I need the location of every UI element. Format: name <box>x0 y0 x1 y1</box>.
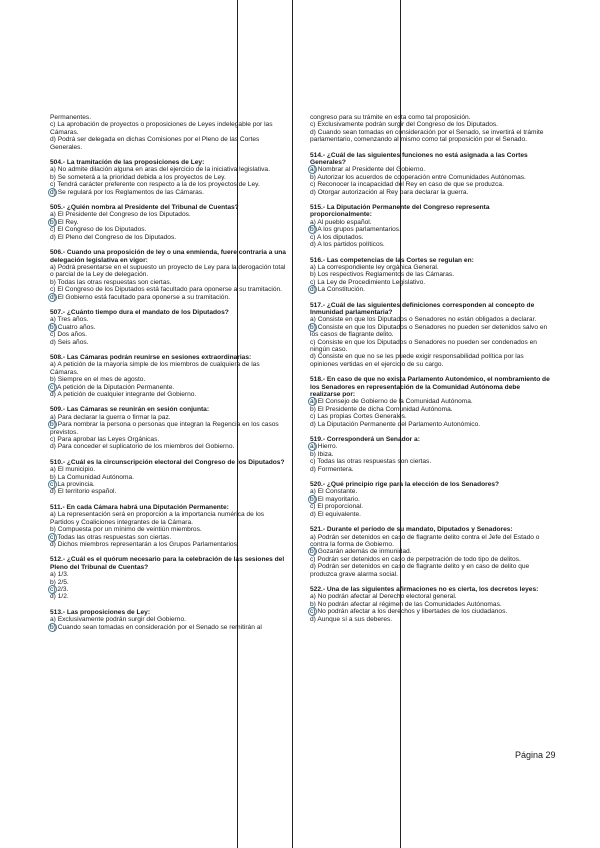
answer-option <box>310 219 552 226</box>
answer-text: a) No admite dilación alguna en aras del ejercicio de la iniciativa legislativa. <box>50 166 270 174</box>
answer-text: d) El Pleno del Congreso de los Diputados. <box>50 233 177 241</box>
question-block <box>50 114 290 151</box>
answer-option <box>310 189 552 196</box>
answer-text: b) Consiste en que los Diputados o Senadores no pueden ser detenidos salvo en los casos de flagrante delito. <box>310 323 548 339</box>
answer-text: b) Gozarán además de inmunidad. <box>310 548 412 556</box>
answer-text: d) Seis años. <box>50 338 89 346</box>
answer-option <box>50 414 290 421</box>
answer-option <box>310 593 552 600</box>
answer-option <box>310 316 552 323</box>
question-title: 522.- Una de las siguientes afirmaciones no es cierta, los decretos leyes: <box>310 585 539 593</box>
answer-option <box>310 271 552 278</box>
question-block <box>50 504 290 548</box>
answer-option <box>310 511 552 518</box>
answer-option <box>50 624 290 631</box>
answer-option <box>50 226 290 233</box>
answer-option <box>50 384 290 391</box>
answer-text: c) Dos años. <box>50 331 88 339</box>
answer-text: a) El Presidente del Congreso de los Diputados. <box>50 211 191 219</box>
question-title: 511.- En cada Cámara habrá una Diputación Permanente: <box>50 503 229 511</box>
answer-option <box>50 324 290 331</box>
answer-option <box>50 136 290 151</box>
question-block <box>310 152 552 196</box>
answer-option <box>50 421 290 436</box>
answer-option <box>50 579 290 586</box>
answer-text: d) Formentera. <box>310 465 354 473</box>
answer-option <box>310 451 552 458</box>
answer-option <box>310 556 552 563</box>
question-title: 517.- ¿Cuál de las siguientes definiciones corresponden al concepto de Inmunidad parlamentaria? <box>310 301 535 316</box>
answer-option <box>50 211 290 218</box>
answer-text: a) El Constante. <box>310 488 358 496</box>
answer-option <box>50 114 290 121</box>
answer-option <box>310 181 552 188</box>
left-column <box>50 114 290 639</box>
question-title: 509.- Las Cámaras se reunirán en sesión conjunta: <box>50 406 210 414</box>
answer-text: c) La provincia. <box>50 481 95 489</box>
answer-option <box>310 466 552 473</box>
question-title: 514.- ¿Cuál de las siguientes funciones no está asignada a las Cortes Generales? <box>310 151 528 167</box>
answer-text: congreso para su trámite en esta como tal proposición. <box>310 114 471 121</box>
answer-text: b) Autorizar los acuerdos de cooperación entre Comunidades Autónomas. <box>310 173 526 181</box>
answer-text: c) Podrán ser detenidos en caso de perpetración de todo tipo de delitos. <box>310 555 521 563</box>
answer-option <box>50 586 290 593</box>
answer-option <box>50 443 290 450</box>
answer-text: c) El Congreso de los Diputados está facultado para oponerse a su tramitación. <box>50 286 283 294</box>
answer-text: b) No podrán afectar al régimen de las Comunidades Autónomas. <box>310 600 502 608</box>
answer-option <box>50 376 290 383</box>
question-block <box>50 309 290 346</box>
question-block <box>50 204 290 241</box>
answer-text: d) El equivalente. <box>310 510 361 518</box>
answer-text: a) Consiste en que los Diputados o Senadores no están obligados a declarar. <box>310 316 537 324</box>
answer-text: c) Reconocer la incapacidad del Rey en caso de que se produzca. <box>310 181 504 189</box>
question-block <box>310 114 552 144</box>
answer-option <box>310 496 552 503</box>
answer-option <box>310 601 552 608</box>
question-block <box>310 481 552 518</box>
question-title: 504.- La tramitación de las proposiciones de Ley: <box>50 159 205 167</box>
answer-circle-icon <box>308 323 317 332</box>
answer-text: d) Aunque sí a sus deberes. <box>310 615 393 623</box>
answer-text: b) A los grupos parlamentarios. <box>310 226 401 234</box>
question-title: 505.- ¿Quién nombra al Presidente del Tribunal de Cuentas? <box>50 204 239 212</box>
answer-option <box>50 189 290 196</box>
answer-option <box>310 339 552 354</box>
question-title: 521.- Durante el período de su mandato, Diputados y Senadores: <box>310 526 513 534</box>
answer-text: c) El proporcional. <box>310 503 364 511</box>
question-title: 510.- ¿Cuál es la circunscripción electoral del Congreso de los Diputados? <box>50 458 285 466</box>
answer-option <box>50 361 290 376</box>
answer-option <box>50 339 290 346</box>
answer-text: b) 2/5. <box>50 578 69 586</box>
answer-text: d) El territorio español. <box>50 488 117 496</box>
answer-option <box>310 534 552 549</box>
answer-text: a) No podrán afectar al Derecho electoral general. <box>310 593 457 601</box>
question-block <box>50 159 290 196</box>
answer-text: d) Se regulará por los Reglamentos de las Cámaras. <box>50 188 204 196</box>
answer-text: d) Cuando sean tomadas en consideración por el Senado, se invertirá el trámite parlamentario, comenzando al mismo como tal proposición por el Senado. <box>310 128 544 144</box>
answer-text: b) El Rey. <box>50 218 79 226</box>
answer-text: c) Consiste en que los Diputados o Senadores no pueden ser condenados en ningún caso. <box>310 338 537 353</box>
answer-option <box>310 264 552 271</box>
question-block <box>310 204 552 248</box>
answer-text: a) Nombrar al Presidente del Gobierno. <box>310 166 426 174</box>
answer-text: d) Podrán ser detenidos en caso de flagrante delito y en caso de delito que produzca grave alarma social. <box>310 563 530 578</box>
answer-text: b) Se someterá a la prioridad debida a los proyectos de Ley. <box>50 173 226 181</box>
answer-text: d) A petición de cualquier integrante del Gobierno. <box>50 391 197 398</box>
question-block <box>310 586 552 623</box>
question-title: 507.- ¿Cuánto tiempo dura el mandato de los Diputados? <box>50 308 229 316</box>
answer-option <box>310 121 552 128</box>
question-block <box>310 526 552 578</box>
answer-option <box>50 481 290 488</box>
answer-option <box>310 488 552 495</box>
answer-option <box>50 181 290 188</box>
question-block <box>50 354 290 398</box>
answer-text: a) Hierro. <box>310 443 338 451</box>
answer-option <box>50 534 290 541</box>
answer-text: c) No podrán afectar a los derechos y libertades de los ciudadanos. <box>310 608 508 616</box>
answer-text: c) Tendrá carácter preferente con respecto a la de los proyectos de Ley. <box>50 181 260 189</box>
question-title: 512.- ¿Cuál es el quórum necesario para la celebración de las sesiones del Pleno del Tribunal de Cuentas? <box>50 556 285 571</box>
answer-text: a) El Consejo de Gobierno de la Comunidad Autónoma. <box>310 398 473 406</box>
answer-text: c) A petición de la Diputación Permanente. <box>50 383 175 391</box>
answer-option <box>50 279 290 286</box>
question-title: 520.- ¿Qué principio rige para la elección de los Senadores? <box>310 481 500 489</box>
answer-option <box>310 114 552 121</box>
answer-option <box>310 413 552 420</box>
answer-option <box>310 563 552 578</box>
question-title: 518.- En caso de que no exista Parlamento Autonómico, el nombramiento de los Senadores en representación de la Comunidad Autónoma debe realizarse por: <box>310 376 550 398</box>
answer-option <box>50 286 290 293</box>
answer-option <box>310 279 552 286</box>
answer-text: c) Las propias Cortes Generales. <box>310 413 407 421</box>
answer-text: c) A los diputados. <box>310 233 364 241</box>
question-block <box>310 436 552 473</box>
answer-option <box>50 294 290 301</box>
answer-text: a) Podrán ser detenidos en caso de flagrante delito contra el Jefe del Estado o contra la forma de Gobierno. <box>310 533 540 548</box>
answer-option <box>50 174 290 181</box>
answer-option <box>310 503 552 510</box>
answer-option <box>50 526 290 533</box>
answer-option <box>310 616 552 623</box>
answer-text: c) 2/3. <box>50 585 69 593</box>
answer-text: a) La representación será en proporción a la importancia numérica de los Partidos y Coaliciones integrantes de la Cámara. <box>50 511 265 526</box>
question-block <box>50 609 290 631</box>
answer-text: c) El Congreso de los Diputados. <box>50 226 147 234</box>
question-block <box>50 249 290 301</box>
answer-text: d) 1/2. <box>50 593 69 601</box>
answer-text: d) La Constitución. <box>310 286 365 294</box>
answer-option <box>310 166 552 173</box>
answer-text: b) Ibiza. <box>310 450 334 458</box>
answer-text: d) El Gobierno está facultado para oponerse a su tramitación. <box>50 293 230 301</box>
answer-option <box>310 286 552 293</box>
answer-option <box>50 264 290 279</box>
answer-text: a) La correspondiente ley orgánica General. <box>310 263 439 271</box>
answer-option <box>310 443 552 450</box>
answer-option <box>50 474 290 481</box>
answer-circle-icon <box>48 293 57 302</box>
question-block <box>310 376 552 428</box>
answer-option <box>310 234 552 241</box>
question-title: 513.- Las proposiciones de Ley: <box>50 608 151 616</box>
answer-text: b) Para nombrar la persona o personas que integran la Regencia en los casos previstos. <box>50 421 279 436</box>
answer-option <box>50 391 290 398</box>
answer-text: a) A petición de la mayoría simple de los miembros de cualquiera de las Cámaras. <box>50 361 260 376</box>
answer-text: d) A los partidos políticos. <box>310 241 385 249</box>
answer-text: a) 1/3. <box>50 571 69 579</box>
answer-text: d) La Diputación Permanente del Parlamento Autonómico. <box>310 420 481 428</box>
answer-text: b) El Presidente de dicha Comunidad Autónoma. <box>310 405 453 413</box>
answer-option <box>50 436 290 443</box>
answer-option <box>50 219 290 226</box>
answer-option <box>310 226 552 233</box>
answer-text: c) Exclusivamente podrán surgir del Congreso de los Diputados. <box>310 121 499 129</box>
answer-text: a) Para declarar la guerra o firmar la paz. <box>50 413 171 421</box>
answer-option <box>310 241 552 248</box>
answer-option <box>310 548 552 555</box>
answer-text: c) La aprobación de proyectos o proposiciones de Leyes indelegable por las Cámaras. <box>50 121 273 136</box>
answer-text: a) El municipio. <box>50 466 96 474</box>
answer-option <box>310 608 552 615</box>
answer-text: b) Cuando sean tomadas en consideración por el Senado se remitirán al <box>50 623 262 631</box>
answer-option <box>50 593 290 600</box>
question-title: 506.- Cuando una proposición de ley o una enmienda, fuere contraria a una delegación legislativa en vigor: <box>50 249 286 264</box>
answer-option <box>50 488 290 495</box>
answer-text: Permanentes. <box>50 114 92 121</box>
answer-text: b) Cuatro años. <box>50 323 96 331</box>
question-block <box>50 406 290 450</box>
answer-text: c) Todas las otras respuestas son ciertas. <box>50 533 172 541</box>
right-column <box>310 114 552 631</box>
answer-option <box>50 316 290 323</box>
question-block <box>50 459 290 496</box>
question-block <box>310 257 552 294</box>
answer-text: c) Para aprobar las Leyes Orgánicas. <box>50 436 160 444</box>
question-title: 508.- Las Cámaras podrán reunirse en sesiones extraordinarias: <box>50 353 252 361</box>
answer-text: b) Los respectivos Reglamentos de las Cámaras. <box>310 271 455 279</box>
answer-option <box>50 616 290 623</box>
answer-option <box>50 121 290 136</box>
answer-text: a) Al pueblo español. <box>310 218 372 226</box>
answer-text: b) Todas las otras respuestas son ciertas. <box>50 278 172 286</box>
answer-text: a) Podrá presentarse en el supuesto un proyecto de Ley para la derogación total o parcial de la Ley de delegación. <box>50 263 286 279</box>
answer-option <box>310 174 552 181</box>
answer-text: d) Dichos miembros representarán a los Grupos Parlamentarios. <box>50 540 239 548</box>
answer-text: b) Compuesta por un mínimo de veintiún miembros. <box>50 526 202 534</box>
answer-option <box>310 421 552 428</box>
question-title: 519.- Corresponderá un Senador a: <box>310 436 420 444</box>
answer-text: b) Siempre en el mes de agosto. <box>50 376 146 384</box>
answer-circle-icon <box>48 188 57 197</box>
answer-text: a) Exclusivamente podrán surgir del Gobierno. <box>50 616 186 624</box>
answer-text: c) La Ley de Procedimiento Legislativo. <box>310 278 426 286</box>
answer-option <box>50 331 290 338</box>
answer-option <box>50 466 290 473</box>
answer-text: b) La Comunidad Autónoma. <box>50 473 134 481</box>
answer-option <box>310 458 552 465</box>
question-title: 516.- Las competencias de las Cortes se regulan en: <box>310 256 474 264</box>
scan-line <box>292 0 293 848</box>
answer-text: c) Todas las otras respuestas son ciertas. <box>310 458 432 466</box>
answer-text: d) Otorgar autorización al Rey para declarar la guerra. <box>310 188 469 196</box>
answer-text: d) Para conceder el suplicatorio de los miembros del Gobierno. <box>50 443 235 451</box>
answer-option <box>310 324 552 339</box>
question-block <box>50 556 290 600</box>
answer-text: a) Tres años. <box>50 316 89 324</box>
question-block <box>310 302 552 369</box>
answer-option <box>310 398 552 405</box>
answer-text: d) Podrá ser delegada en dichas Comisiones por el Pleno de las Cortes Generales. <box>50 136 260 151</box>
answer-option <box>50 166 290 173</box>
answer-text: b) El mayoritario. <box>310 495 360 503</box>
answer-option <box>50 571 290 578</box>
page-number: Página 29 <box>515 750 556 760</box>
answer-option <box>310 129 552 144</box>
question-title: 515.- La Diputación Permanente del Congreso representa proporcionalmente: <box>310 204 490 219</box>
answer-option <box>50 541 290 548</box>
answer-option <box>310 406 552 413</box>
answer-circle-icon <box>48 623 57 632</box>
answer-option <box>50 511 290 526</box>
answer-text: d) Consiste en que no se les puede exigir responsabilidad política por las opiniones vertidas en el ejercicio de su cargo. <box>310 353 524 368</box>
answer-option <box>50 234 290 241</box>
answer-option <box>310 353 552 368</box>
